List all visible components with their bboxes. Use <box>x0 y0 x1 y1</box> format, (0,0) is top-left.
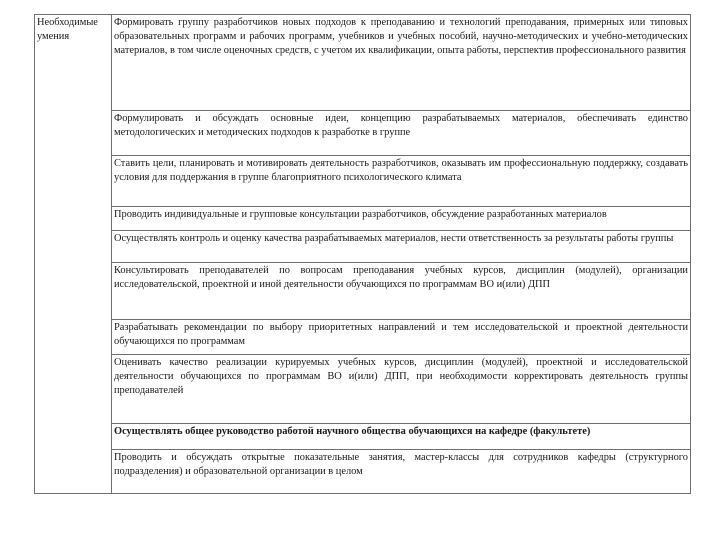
table-cell <box>112 231 691 263</box>
table-cell <box>112 320 691 355</box>
table-row <box>35 207 691 231</box>
table-row <box>35 424 691 450</box>
table-row <box>35 450 691 494</box>
cell-text: Разрабатывать рекомендации по выбору приоритетных направлений и тем исследовательской и проектной деятельности обучающихся по программам <box>114 322 688 347</box>
table-cell <box>112 111 691 156</box>
cell-text: Формулировать и обсуждать основные идеи, концепцию разрабатываемых материалов, обеспечивать единство методологических и методических подходов к разработке в группе <box>114 113 688 138</box>
table-row <box>35 111 691 156</box>
row-label-cell <box>35 15 112 494</box>
cell-text-bold: Осуществлять общее руководство работой научного общества обучающихся на кафедре (факультете) <box>114 426 591 437</box>
cell-text: Проводить и обсуждать открытые показательные занятия, мастер-классы для сотрудников кафедры (структурного подразделения) и образовательной организации в целом <box>114 452 688 477</box>
table-cell <box>112 156 691 207</box>
table-cell <box>112 450 691 494</box>
table-cell <box>112 355 691 424</box>
table-row <box>35 156 691 207</box>
cell-text: Осуществлять контроль и оценку качества разрабатываемых материалов, нести ответственность за результаты работы группы <box>114 233 674 244</box>
table-row <box>35 263 691 320</box>
cell-text: Оценивать качество реализации курируемых учебных курсов, дисциплин (модулей), проектной и исследовательской деятельности обучающихся по программам ВО и(или) ДПП, при необходимости корректировать деятельность группы преподавателей <box>114 357 688 396</box>
table-row <box>35 231 691 263</box>
table-cell <box>112 207 691 231</box>
document-page <box>34 14 691 494</box>
skills-table <box>34 14 691 494</box>
table-row <box>35 355 691 424</box>
table-cell <box>112 263 691 320</box>
cell-text: Формировать группу разработчиков новых подходов к преподаванию и технологий преподавания, примерных или типовых образовательных программ и рабочих программ, учебников и учебных пособий, научно-методических и учебно-методических материалов, в том числе оценочных средств, с учетом их квалификации, опыта работы, перспектив профессионального развития <box>114 17 688 56</box>
cell-text: Консультировать преподавателей по вопросам преподавания учебных курсов, дисциплин (модулей), организации исследовательской, проектной и иной деятельности обучающихся по программам ВО и(или) ДПП <box>114 265 688 290</box>
cell-text: Проводить индивидуальные и групповые консультации разработчиков, обсуждение разработанных материалов <box>114 209 607 220</box>
table-row <box>35 15 691 111</box>
table-row <box>35 320 691 355</box>
table-cell <box>112 15 691 111</box>
row-label: Необходимые умения <box>37 17 98 42</box>
table-cell <box>112 424 691 450</box>
cell-text: Ставить цели, планировать и мотивировать деятельность разработчиков, оказывать им профессиональную поддержку, создавать условия для поддержания в группе благоприятного психологического климата <box>114 158 688 183</box>
